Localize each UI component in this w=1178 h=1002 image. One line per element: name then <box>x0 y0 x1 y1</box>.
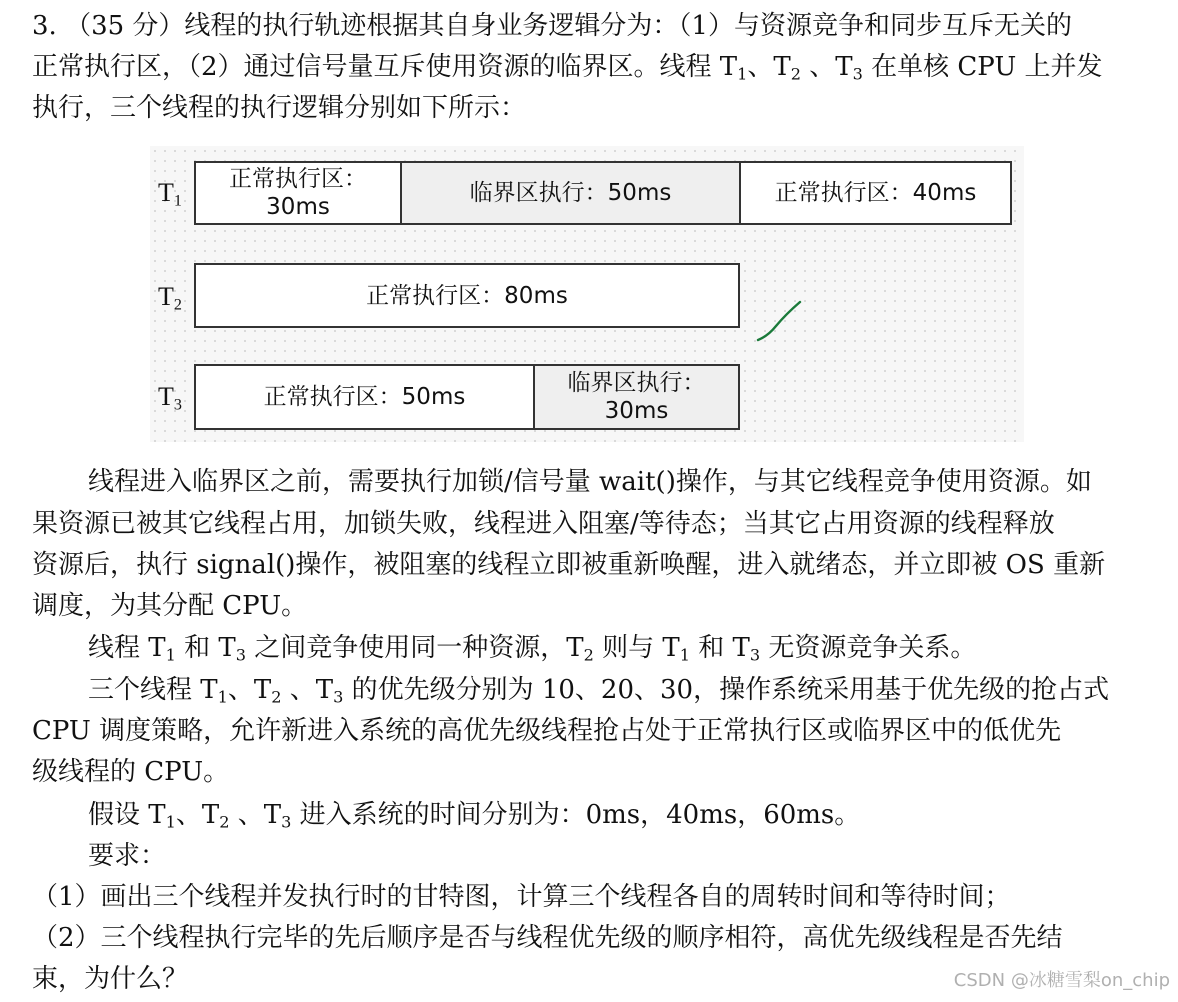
thread-label-text: T <box>158 282 174 311</box>
para-text: 和 T <box>689 633 750 663</box>
para-text: 和 T <box>175 633 236 663</box>
t3-segment-critical <box>535 366 738 428</box>
paragraph-3-line-3: 级线程的 CPU。 <box>32 757 230 787</box>
segment-label: 正常执行区：80ms <box>366 282 568 309</box>
para-text: 、T <box>175 800 220 830</box>
paragraph-1-line-3: 资源后，执行 signal()操作，被阻塞的线程立即被重新唤醒，进入就绪态，并立即被 OS 重新 <box>32 550 1106 580</box>
segment-label: 正常执行区： <box>229 166 367 192</box>
thread-label-sub: 1 <box>173 192 182 210</box>
subscript: 1 <box>737 64 748 84</box>
para-text: 、T <box>229 800 282 830</box>
subscript: 1 <box>679 645 690 665</box>
subscript: 3 <box>235 645 246 665</box>
subscript: 1 <box>217 687 228 707</box>
thread-label-text: T <box>158 178 174 207</box>
t1-segment-critical <box>402 163 741 223</box>
paragraph-1-line-2: 果资源已被其它线程占用，加锁失败，线程进入阻塞/等待态；当其它占用资源的线程释放 <box>32 509 1055 539</box>
question-intro-line-1: 3. （35 分）线程的执行轨迹根据其自身业务逻辑分为：（1）与资源竞争和同步互斥无关的 <box>32 11 1072 41</box>
para-text: 之间竞争使用同一种资源，T <box>245 633 584 663</box>
segment-label: 临界区执行：50ms <box>469 180 672 206</box>
para-text: 的优先级分别为 10、20、30，操作系统采用基于优先级的抢占式 <box>343 675 1110 705</box>
intro-text: 、T <box>747 52 791 82</box>
subscript: 2 <box>271 687 282 707</box>
para-text: 进入系统的时间分别为：0ms，40ms，60ms。 <box>291 800 861 830</box>
t1-segment-normal-2 <box>741 163 1010 223</box>
segment-duration: 30ms <box>604 398 669 424</box>
para-text: 则与 T <box>593 633 680 663</box>
t1-segment-normal-1 <box>196 163 402 223</box>
segment-label: 正常执行区：50ms <box>263 384 466 410</box>
segment-label: 临界区执行： <box>567 370 706 396</box>
watermark: CSDN @冰糖雪梨on_chip <box>953 970 1170 991</box>
thread-label-t1 <box>158 178 182 210</box>
thread-label-t3 <box>158 382 182 414</box>
pen-mark-icon <box>754 298 806 344</box>
subscript: 1 <box>165 812 176 832</box>
paragraph-3-line-2: CPU 调度策略，允许新进入系统的高优先级线程抢占处于正常执行区或临界区中的低优先 <box>32 716 1062 746</box>
subscript: 3 <box>281 812 292 832</box>
requirement-2-line-2: 束，为什么？ <box>32 964 189 994</box>
paragraph-1-line-1: 线程进入临界区之前，需要执行加锁/信号量 wait()操作，与其它线程竞争使用资源。如 <box>88 467 1092 497</box>
thread-label-text: T <box>158 382 174 411</box>
subscript: 1 <box>165 645 176 665</box>
subscript: 2 <box>219 812 230 832</box>
paragraph-4 <box>88 795 1144 836</box>
paragraph-3-line-1 <box>88 670 1144 711</box>
thread-label-sub: 3 <box>173 396 182 414</box>
requirements-heading: 要求： <box>88 841 167 871</box>
subscript: 3 <box>749 645 761 665</box>
requirement-2-line-1: （2）三个线程执行完毕的先后顺序是否与线程优先级的顺序相符，高优先级线程是否先结 <box>32 923 1063 953</box>
para-text: 、T <box>227 675 272 705</box>
subscript: 3 <box>852 64 863 84</box>
thread-t1-bar <box>194 161 1012 225</box>
subscript: 2 <box>790 64 801 84</box>
subscript: 2 <box>583 645 594 665</box>
intro-text: 在单核 CPU 上并发 <box>862 52 1103 82</box>
t3-segment-normal <box>196 366 535 428</box>
para-text: 线程 T <box>88 633 166 663</box>
thread-t2-bar <box>194 263 740 328</box>
para-text: 三个线程 T <box>88 675 218 705</box>
paragraph-1-line-4: 调度，为其分配 CPU。 <box>32 591 308 621</box>
thread-execution-figure <box>150 146 1024 442</box>
thread-t3-bar <box>194 364 740 430</box>
thread-label-t2 <box>158 282 182 314</box>
thread-label-sub: 2 <box>173 296 182 314</box>
para-text: 无资源竞争关系。 <box>760 633 977 663</box>
paragraph-2 <box>88 628 1144 669</box>
question-intro-line-2 <box>32 47 1144 88</box>
t2-segment-normal <box>196 265 738 326</box>
question-intro-line-3: 执行，三个线程的执行逻辑分别如下所示： <box>32 93 527 123</box>
segment-label: 正常执行区：40ms <box>774 180 977 206</box>
intro-text: 、T <box>801 52 853 82</box>
subscript: 3 <box>333 687 344 707</box>
para-text: 、T <box>281 675 334 705</box>
requirement-1: （1）画出三个线程并发执行时的甘特图，计算三个线程各自的周转时间和等待时间； <box>32 882 1011 912</box>
para-text: 假设 T <box>88 800 166 830</box>
intro-text: 正常执行区，（2）通过信号量互斥使用资源的临界区。线程 T <box>32 52 738 82</box>
segment-duration: 30ms <box>266 194 330 220</box>
